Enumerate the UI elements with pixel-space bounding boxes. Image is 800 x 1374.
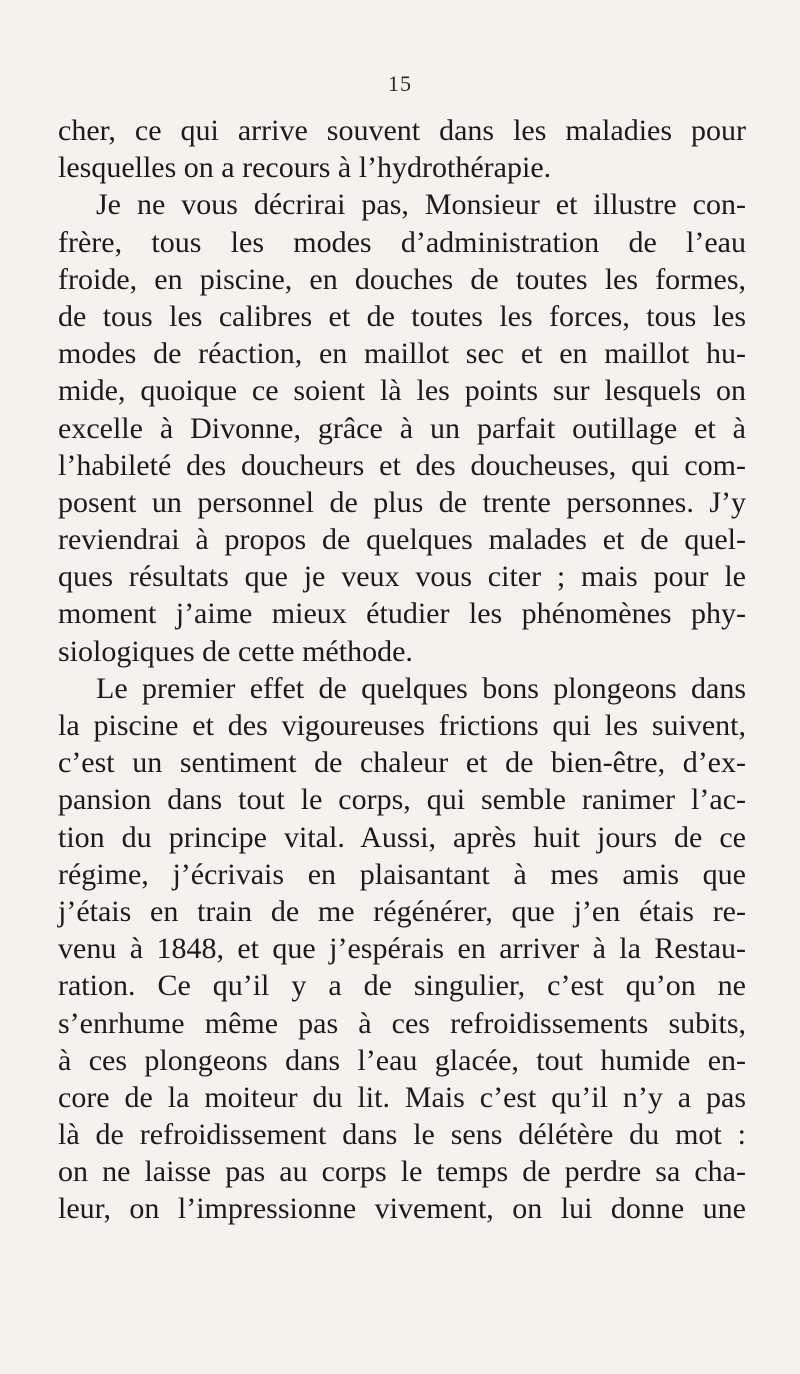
text-line: tion du principe vital. Aussi, après huit jours de ce [58, 820, 746, 854]
text-line: là de refroidissement dans le sens délétère du mot : [58, 1118, 746, 1152]
text-line: la piscine et des vigoureuses frictions qui les suivent, [58, 709, 746, 742]
text-line: leur, on l’impressionne vivement, on lui donne une [58, 1192, 746, 1226]
text-line: moment j’aime mieux étudier les phénomènes phy- [58, 597, 746, 631]
text-line: de tous les calibres et de toutes les forces, tous les [58, 299, 746, 333]
text-line: régime, j’écrivais en plaisantant à mes amis que [58, 857, 746, 891]
text-line: à ces plongeons dans l’eau glacée, tout humide en- [58, 1043, 746, 1077]
text-line: posent un personnel de plus de trente personnes. J’y [58, 485, 746, 519]
text-line: frère, tous les modes d’administration de l’eau [58, 225, 746, 259]
paragraph-start-line: Le premier effet de quelques bons plongeons dans [96, 671, 746, 705]
text-line: c’est un sentiment de chaleur et de bien-être, d’ex- [58, 746, 746, 780]
text-line: venu à 1848, et que j’espérais en arriver à la Restau- [58, 932, 746, 966]
text-line: core de la moiteur du lit. Mais c’est qu’il n’y a pas [58, 1080, 746, 1114]
text-line: froide, en piscine, en douches de toutes les formes, [58, 262, 746, 296]
text-line: l’habileté des doucheurs et des doucheuses, qui com- [58, 448, 746, 482]
text-line: s’enrhume même pas à ces refroidissements subits, [58, 1006, 746, 1040]
text-line: ques résultats que je veux vous citer ; mais pour le [58, 560, 746, 594]
text-line: pansion dans tout le corps, qui semble ranimer l’ac- [58, 783, 746, 817]
body-text [58, 112, 746, 1228]
text-line: ration. Ce qu’il y a de singulier, c’est qu’on ne [58, 969, 746, 1003]
text-line: on ne laisse pas au corps le temps de perdre sa cha- [58, 1155, 746, 1189]
paragraph-start-line: Je ne vous décrirai pas, Monsieur et illustre con- [96, 188, 746, 222]
text-line: excelle à Divonne, grâce à un parfait outillage et à [58, 411, 746, 445]
page-number: 15 [388, 71, 412, 96]
text-line: siologiques de cette méthode. [58, 634, 413, 668]
text-line: reviendrai à propos de quelques malades et de quel- [58, 523, 746, 557]
text-line: modes de réaction, en maillot sec et en maillot hu- [58, 337, 746, 371]
text-line: mide, quoique ce soient là les points sur lesquels on [58, 374, 746, 408]
text-line: j’étais en train de me régénérer, que j’en étais re- [58, 894, 746, 928]
text-line: cher, ce qui arrive souvent dans les maladies pour [58, 114, 746, 147]
text-line: lesquelles on a recours à l’hydrothérapie. [58, 151, 552, 185]
